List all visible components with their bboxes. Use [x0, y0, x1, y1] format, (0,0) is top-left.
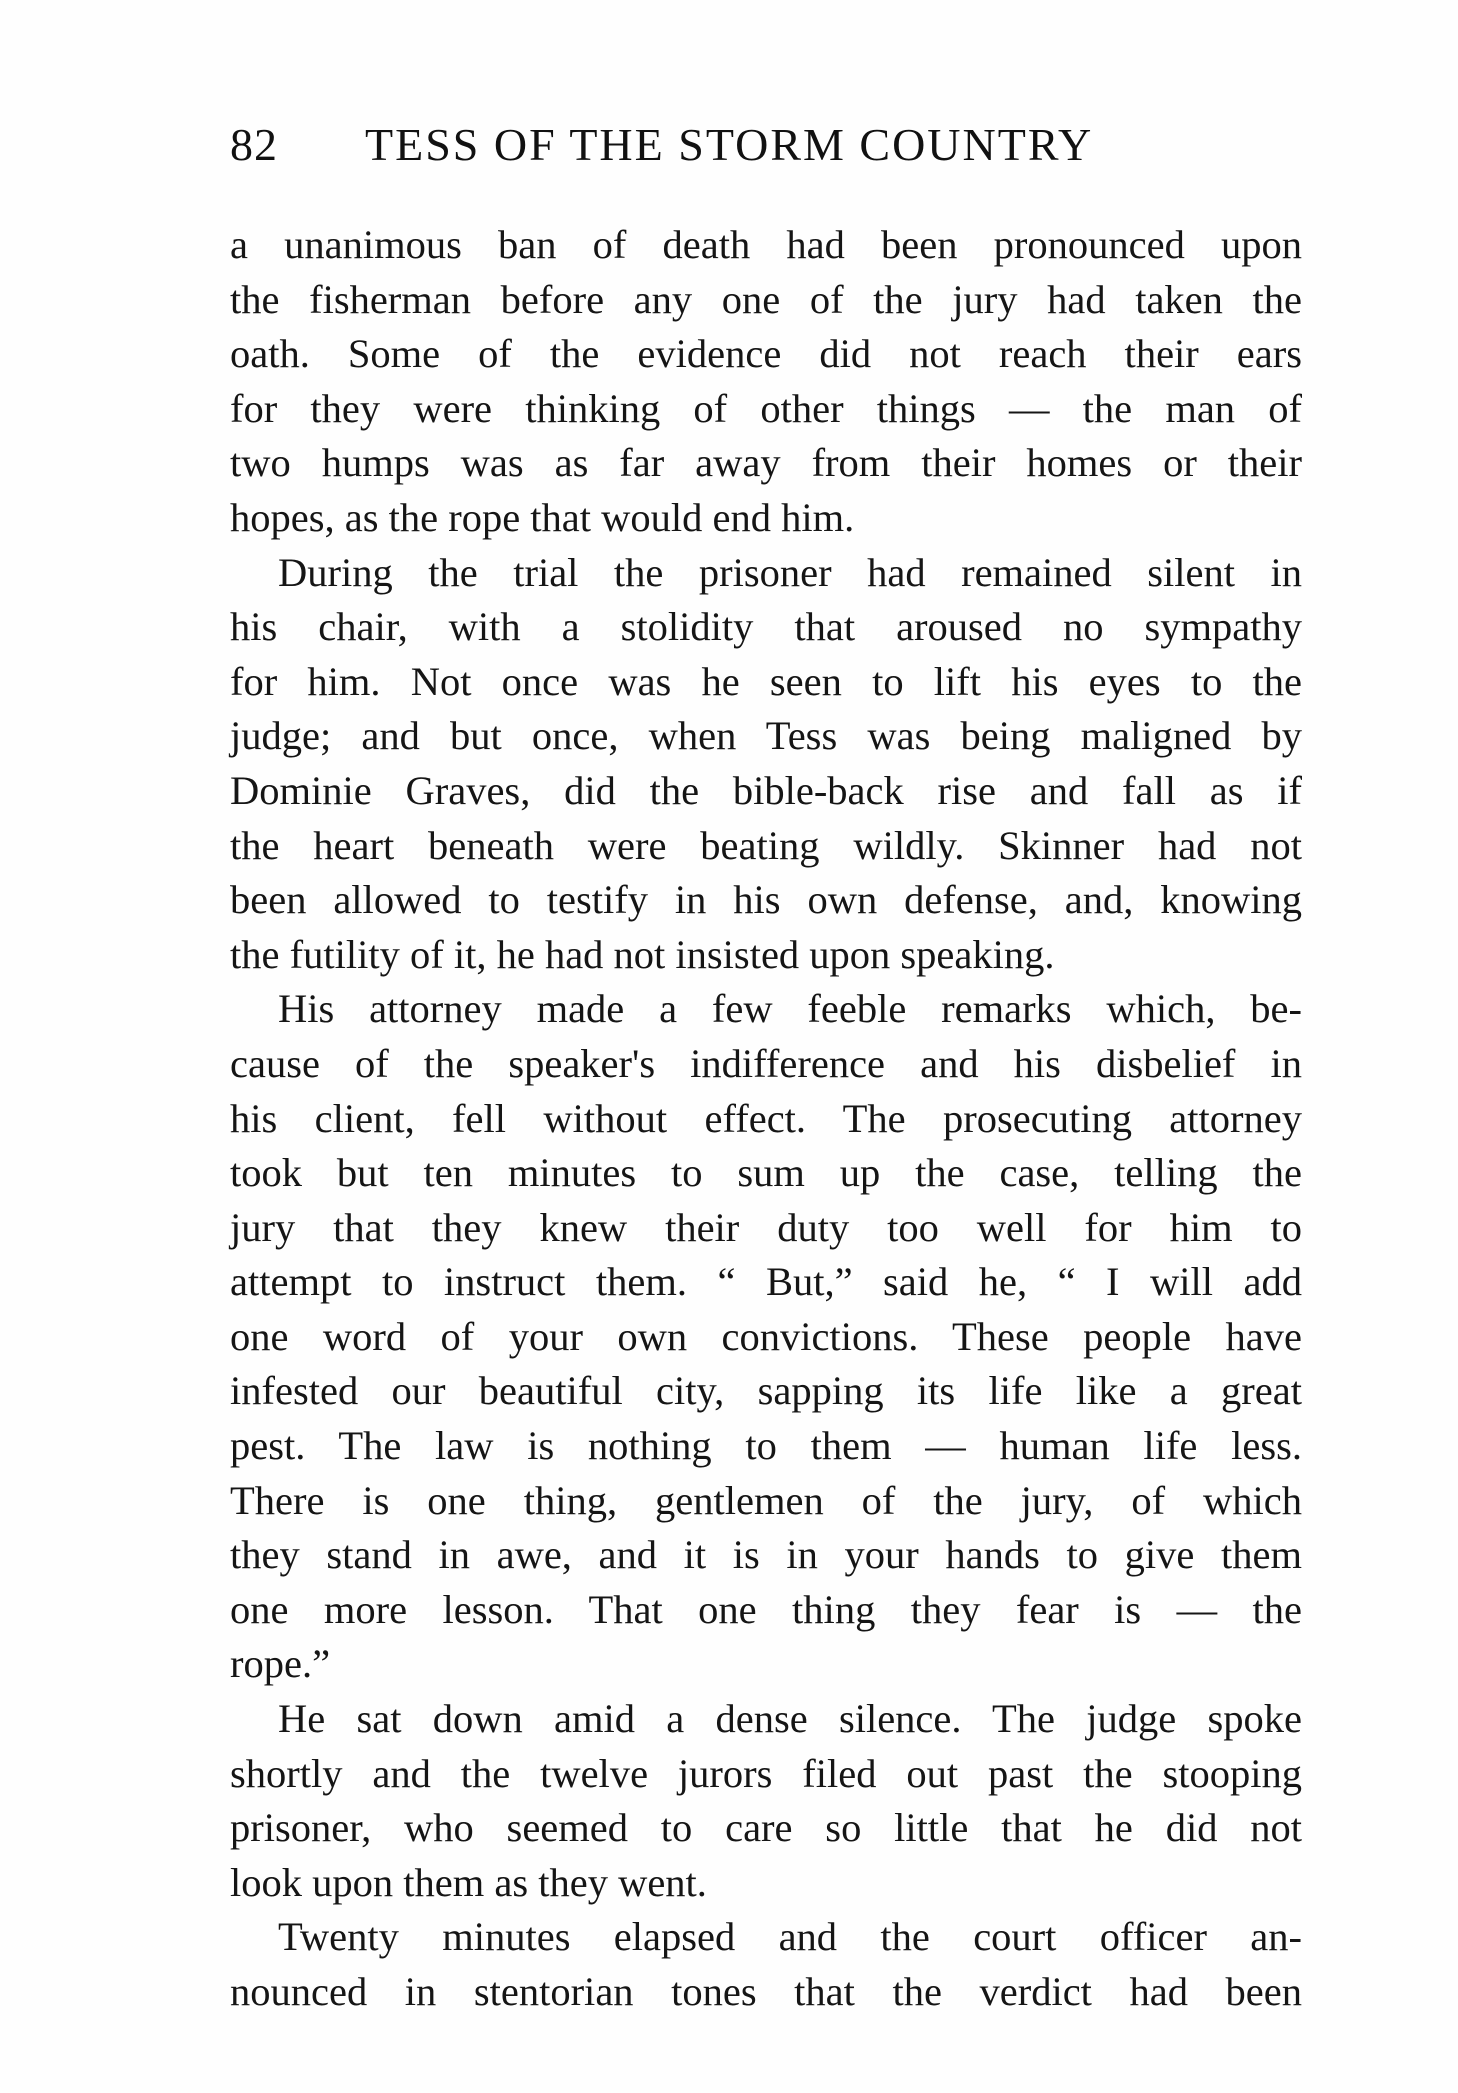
text-line: his client, fell without effect. The prosecuting attorney — [230, 1095, 1302, 1141]
text-line: the futility of it, he had not insisted upon speaking. — [230, 931, 1055, 977]
body-text — [230, 218, 1302, 2020]
text-line: attempt to instruct them. “ But,” said he, “ I will add — [230, 1259, 1302, 1305]
text-line: cause of the speaker's indifference and his disbelief in — [230, 1040, 1302, 1086]
text-line: There is one thing, gentlemen of the jury, of which — [230, 1477, 1302, 1523]
running-header — [230, 118, 1300, 188]
text-line: look upon them as they went. — [230, 1859, 707, 1905]
text-line: been allowed to testify in his own defense, and, knowing — [230, 877, 1302, 923]
text-line: took but ten minutes to sum up the case, telling the — [230, 1150, 1302, 1196]
text-line: jury that they knew their duty too well for him to — [230, 1204, 1302, 1250]
text-line: rope.” — [230, 1641, 331, 1687]
text-line: shortly and the twelve jurors filed out past the stooping — [230, 1750, 1302, 1796]
text-line: nounced in stentorian tones that the verdict had been — [230, 1969, 1302, 2014]
text-line: hopes, as the rope that would end him. — [230, 494, 855, 540]
text-line: He sat down amid a dense silence. The judge spoke — [278, 1696, 1302, 1742]
text-line: the heart beneath were beating wildly. Skinner had not — [230, 822, 1302, 868]
text-line: they stand in awe, and it is in your hands to give them — [230, 1532, 1302, 1578]
paragraph — [230, 1910, 1302, 2019]
text-line: Dominie Graves, did the bible-back rise and fall as if — [230, 767, 1302, 813]
text-line: infested our beautiful city, sapping its life like a great — [230, 1368, 1302, 1414]
text-line: During the trial the prisoner had remained silent in — [278, 549, 1302, 595]
running-title: TESS OF THE STORM COUNTRY — [365, 119, 1094, 170]
text-line: prisoner, who seemed to care so little that he did not — [230, 1805, 1302, 1851]
text-line: one more lesson. That one thing they fear is — the — [230, 1586, 1302, 1632]
text-line: Twenty minutes elapsed and the court officer an- — [278, 1914, 1302, 1960]
paragraph — [230, 546, 1302, 983]
text-line: the fisherman before any one of the jury had taken the — [230, 276, 1302, 322]
paragraph — [230, 218, 1302, 546]
text-line: judge; and but once, when Tess was being maligned by — [230, 713, 1302, 759]
text-line: a unanimous ban of death had been pronounced upon — [230, 222, 1302, 267]
text-line: for they were thinking of other things — the man of — [230, 385, 1302, 431]
paragraph — [230, 1692, 1302, 1910]
text-line: oath. Some of the evidence did not reach their ears — [230, 331, 1302, 377]
text-line: pest. The law is nothing to them — human life less. — [230, 1423, 1302, 1469]
page-number: 82 — [230, 119, 278, 170]
paragraph — [230, 982, 1302, 1692]
text-line: for him. Not once was he seen to lift his eyes to the — [230, 658, 1302, 704]
text-line: two humps was as far away from their homes or their — [230, 440, 1302, 486]
text-line: His attorney made a few feeble remarks which, be- — [278, 986, 1302, 1032]
text-line: his chair, with a stolidity that aroused no sympathy — [230, 604, 1302, 650]
text-line: one word of your own convictions. These people have — [230, 1313, 1302, 1359]
